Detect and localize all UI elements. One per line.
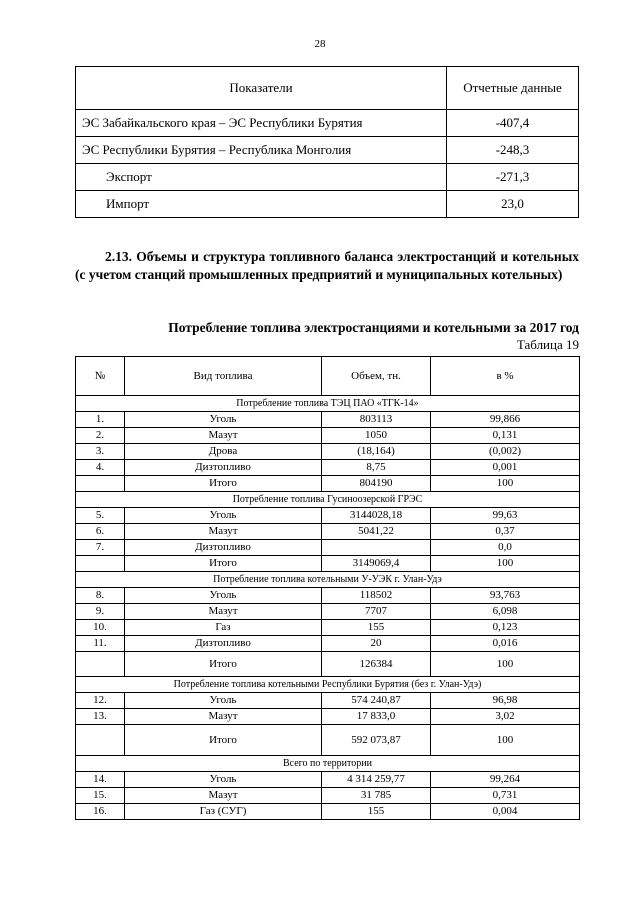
table-row	[76, 476, 580, 492]
fuel-type-cell: Итого	[125, 556, 322, 572]
fuel-type-cell: Газ (СУГ)	[125, 804, 322, 820]
interregional-flow-table	[75, 66, 579, 218]
fuel-type-cell: Мазут	[125, 709, 322, 725]
volume-cell: 155	[322, 620, 431, 636]
fuel-type-cell: Уголь	[125, 588, 322, 604]
percent-cell: 0,37	[431, 524, 580, 540]
percent-cell: 0,004	[431, 804, 580, 820]
table-row	[76, 772, 580, 788]
row-label: Импорт	[76, 191, 447, 218]
table-row	[76, 604, 580, 620]
fuel-type-cell: Мазут	[125, 524, 322, 540]
table-row	[76, 636, 580, 652]
fuel-type-cell: Мазут	[125, 788, 322, 804]
percent-cell: 99,866	[431, 412, 580, 428]
volume-cell: 8,75	[322, 460, 431, 476]
group-title: Потребление топлива Гусиноозерской ГРЭС	[76, 492, 580, 508]
row-value: -248,3	[447, 137, 579, 164]
percent-cell: 0,131	[431, 428, 580, 444]
header-indicators: Показатели	[76, 67, 447, 110]
row-number-cell: 16.	[76, 804, 125, 820]
volume-cell	[322, 540, 431, 556]
row-number-cell: 12.	[76, 693, 125, 709]
row-number-cell: 1.	[76, 412, 125, 428]
volume-cell: 17 833,0	[322, 709, 431, 725]
percent-cell: 0,123	[431, 620, 580, 636]
percent-cell: 6,098	[431, 604, 580, 620]
group-title: Потребление топлива котельными Республики Бурятия (без г. Улан-Удэ)	[76, 677, 580, 693]
percent-cell: 0,016	[431, 636, 580, 652]
table-header-row	[76, 357, 580, 396]
row-number-cell: 2.	[76, 428, 125, 444]
table-row	[76, 620, 580, 636]
group-header-row	[76, 677, 580, 693]
row-number-cell: 3.	[76, 444, 125, 460]
row-label: Экспорт	[76, 164, 447, 191]
table-row	[76, 444, 580, 460]
volume-cell: 3144028,18	[322, 508, 431, 524]
row-number-cell: 14.	[76, 772, 125, 788]
percent-cell: 100	[431, 725, 580, 756]
row-number-cell	[76, 652, 125, 677]
row-label: ЭС Республики Бурятия – Республика Монголия	[76, 137, 447, 164]
row-number-cell: 8.	[76, 588, 125, 604]
fuel-type-cell: Мазут	[125, 604, 322, 620]
table-row	[76, 540, 580, 556]
table-row	[76, 652, 580, 677]
percent-cell: 0,731	[431, 788, 580, 804]
table-row	[76, 110, 579, 137]
percent-cell: 0,0	[431, 540, 580, 556]
table-row	[76, 508, 580, 524]
fuel-type-cell: Уголь	[125, 508, 322, 524]
row-value: 23,0	[447, 191, 579, 218]
fuel-type-cell: Итого	[125, 652, 322, 677]
table-row	[76, 693, 580, 709]
group-header-row	[76, 492, 580, 508]
table-number: Таблица 19	[516, 337, 579, 352]
table-row	[76, 788, 580, 804]
volume-cell: 5041,22	[322, 524, 431, 540]
group-header-row	[76, 756, 580, 772]
table-row	[76, 588, 580, 604]
fuel-type-cell: Дизтопливо	[125, 540, 322, 556]
row-number-cell: 11.	[76, 636, 125, 652]
row-number-cell: 10.	[76, 620, 125, 636]
section-title: Объемы и структура топливного баланса электростанций и котельных (с учетом станций промышленных предприятий и муниципальных котельных)	[75, 249, 579, 282]
fuel-type-cell: Мазут	[125, 428, 322, 444]
table-row	[76, 460, 580, 476]
group-header-row	[76, 396, 580, 412]
percent-cell: 96,98	[431, 693, 580, 709]
header-percent: в %	[431, 357, 580, 396]
table-caption: Потребление топлива электростанциями и котельными за 2017 год	[168, 320, 579, 335]
row-number-cell	[76, 556, 125, 572]
volume-cell: 118502	[322, 588, 431, 604]
row-number-cell: 15.	[76, 788, 125, 804]
volume-cell: 20	[322, 636, 431, 652]
header-number: №	[76, 357, 125, 396]
percent-cell: 99,264	[431, 772, 580, 788]
volume-cell: (18,164)	[322, 444, 431, 460]
fuel-type-cell: Уголь	[125, 412, 322, 428]
volume-cell: 31 785	[322, 788, 431, 804]
fuel-type-cell: Газ	[125, 620, 322, 636]
row-number-cell: 5.	[76, 508, 125, 524]
fuel-type-cell: Дизтопливо	[125, 636, 322, 652]
fuel-type-cell: Итого	[125, 725, 322, 756]
percent-cell: (0,002)	[431, 444, 580, 460]
row-number-cell	[76, 725, 125, 756]
section-heading	[75, 248, 579, 284]
row-number-cell: 4.	[76, 460, 125, 476]
table-row	[76, 725, 580, 756]
header-reported-data: Отчетные данные	[447, 67, 579, 110]
table-row	[76, 191, 579, 218]
volume-cell: 1050	[322, 428, 431, 444]
percent-cell: 100	[431, 476, 580, 492]
percent-cell: 93,763	[431, 588, 580, 604]
volume-cell: 4 314 259,77	[322, 772, 431, 788]
fuel-type-cell: Итого	[125, 476, 322, 492]
row-number-cell: 13.	[76, 709, 125, 725]
page-number: 28	[314, 38, 326, 50]
volume-cell: 574 240,87	[322, 693, 431, 709]
table-row	[76, 709, 580, 725]
row-value: -271,3	[447, 164, 579, 191]
header-fuel-type: Вид топлива	[125, 357, 322, 396]
row-number-cell: 7.	[76, 540, 125, 556]
volume-cell: 7707	[322, 604, 431, 620]
row-number-cell	[76, 476, 125, 492]
percent-cell: 100	[431, 556, 580, 572]
row-value: -407,4	[447, 110, 579, 137]
table-row	[76, 428, 580, 444]
percent-cell: 3,02	[431, 709, 580, 725]
table-row	[76, 556, 580, 572]
row-label: ЭС Забайкальского края – ЭС Республики Бурятия	[76, 110, 447, 137]
volume-cell: 155	[322, 804, 431, 820]
fuel-type-cell: Уголь	[125, 693, 322, 709]
table-header-row	[76, 67, 579, 110]
table-row	[76, 164, 579, 191]
table-row	[76, 412, 580, 428]
group-title: Потребление топлива котельными У-УЭК г. Улан-Удэ	[76, 572, 580, 588]
fuel-type-cell: Уголь	[125, 772, 322, 788]
header-volume: Объем, тн.	[322, 357, 431, 396]
percent-cell: 100	[431, 652, 580, 677]
volume-cell: 126384	[322, 652, 431, 677]
group-title: Всего по территории	[76, 756, 580, 772]
table-row	[76, 524, 580, 540]
volume-cell: 592 073,87	[322, 725, 431, 756]
percent-cell: 0,001	[431, 460, 580, 476]
group-header-row	[76, 572, 580, 588]
row-number-cell: 9.	[76, 604, 125, 620]
row-number-cell: 6.	[76, 524, 125, 540]
fuel-type-cell: Дрова	[125, 444, 322, 460]
volume-cell: 803113	[322, 412, 431, 428]
section-number: 2.13.	[105, 249, 132, 264]
percent-cell: 99,63	[431, 508, 580, 524]
volume-cell: 804190	[322, 476, 431, 492]
fuel-type-cell: Дизтопливо	[125, 460, 322, 476]
volume-cell: 3149069,4	[322, 556, 431, 572]
group-title: Потребление топлива ТЭЦ ПАО «ТГК-14»	[76, 396, 580, 412]
table-row	[76, 137, 579, 164]
table-row	[76, 804, 580, 820]
fuel-consumption-table	[75, 356, 580, 820]
